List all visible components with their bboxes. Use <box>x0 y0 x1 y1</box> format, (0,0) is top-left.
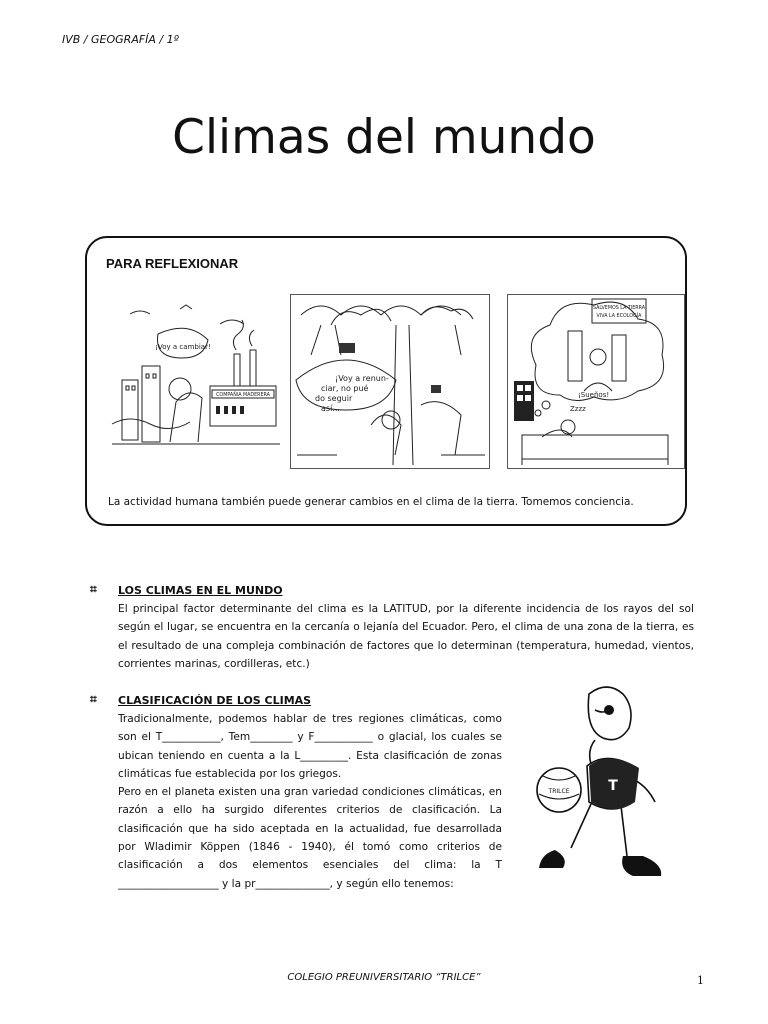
section1-bullet-icon: ⌗ <box>90 582 97 596</box>
panel1-bubble-text: ¡Voy a cambiar! <box>155 343 211 351</box>
section2-body <box>118 710 502 893</box>
panel2-bubble-line-3: do seguir <box>315 394 353 403</box>
panel2-bubble-line-4: así... <box>321 404 340 413</box>
panel3-bubble-text: ¡Sueños! <box>578 391 610 399</box>
section2-bullet-icon: ⌗ <box>90 692 97 706</box>
trilce-mascot <box>525 680 685 888</box>
panel2-bubble-line-2: ciar, no pué <box>321 384 369 393</box>
cartoon-panel-2 <box>290 294 490 469</box>
cartoon-panel-3 <box>507 294 685 469</box>
panel3-zzz-text: Zzzz <box>570 405 586 413</box>
cartoon-forest-illustration <box>291 295 489 468</box>
panel3-sign-line-1: SALVEMOS LA TIERRA <box>592 306 646 311</box>
mascot-shirt-letter: T <box>608 778 618 794</box>
section1-title: LOS CLIMAS EN EL MUNDO <box>118 584 283 597</box>
section2-paragraph-2: Pero en el planeta existen una gran variedad condiciones climáticas, en razón a ello ha surgido diferentes criterios de clasificación. La clasificación que ha sido aceptada en la actualidad, fue desarrollada por Wladimir Köppen (1846 - 1940), él tomó como criterios de clasificación a dos elementos esenciales del clima: la T ___________________ y la pr______________, y según ello tenemos: <box>118 786 502 890</box>
panel1-sign-text: COMPAÑIA MADERERA <box>216 393 270 398</box>
panel2-bubble-line-1: ¡Voy a renun- <box>335 374 389 383</box>
page-number: 1 <box>697 974 704 987</box>
mascot-ball-text: TRILCE <box>548 788 570 795</box>
reflect-heading: PARA REFLEXIONAR <box>106 256 239 271</box>
section2-title: CLASIFICACIÓN DE LOS CLIMAS <box>118 694 312 707</box>
page-title: Climas del mundo <box>172 110 596 165</box>
page-header: IVB / GEOGRAFÍA / 1º <box>62 33 179 46</box>
cartoon-dream-illustration <box>508 295 684 468</box>
section2-paragraph-1: Tradicionalmente, podemos hablar de tres regiones climáticas, como son el T___________, Tem________ y F___________ o glacial, los cuales se ubican teniendo en cuenta a la L_________. Esta clasificación de zonas climáticas fue establecida por los griegos. <box>118 713 502 780</box>
cartoon-city-illustration <box>110 294 282 467</box>
mascot-illustration <box>525 680 685 888</box>
page-footer: COLEGIO PREUNIVERSITARIO “TRILCE” <box>287 972 481 983</box>
section1-body: El principal factor determinante del clima es la LATITUD, por la diferente incidencia de los rayos del sol según el lugar, se encuentra en la cercanía o lejanía del Ecuador. Pero, el clima de una zona de la tierra, es el resultado de una compleja combinación de factores que lo determinan (temperatura, humedad, vientos, corrientes marinas, cordilleras, etc.) <box>118 603 694 670</box>
panel3-sign-line-2: VIVA LA ECOLOGÍA <box>596 314 642 319</box>
reflect-caption: La actividad humana también puede generar cambios en el clima de la tierra. Tomemos conciencia. <box>108 496 634 508</box>
cartoon-panel-1 <box>110 294 282 467</box>
